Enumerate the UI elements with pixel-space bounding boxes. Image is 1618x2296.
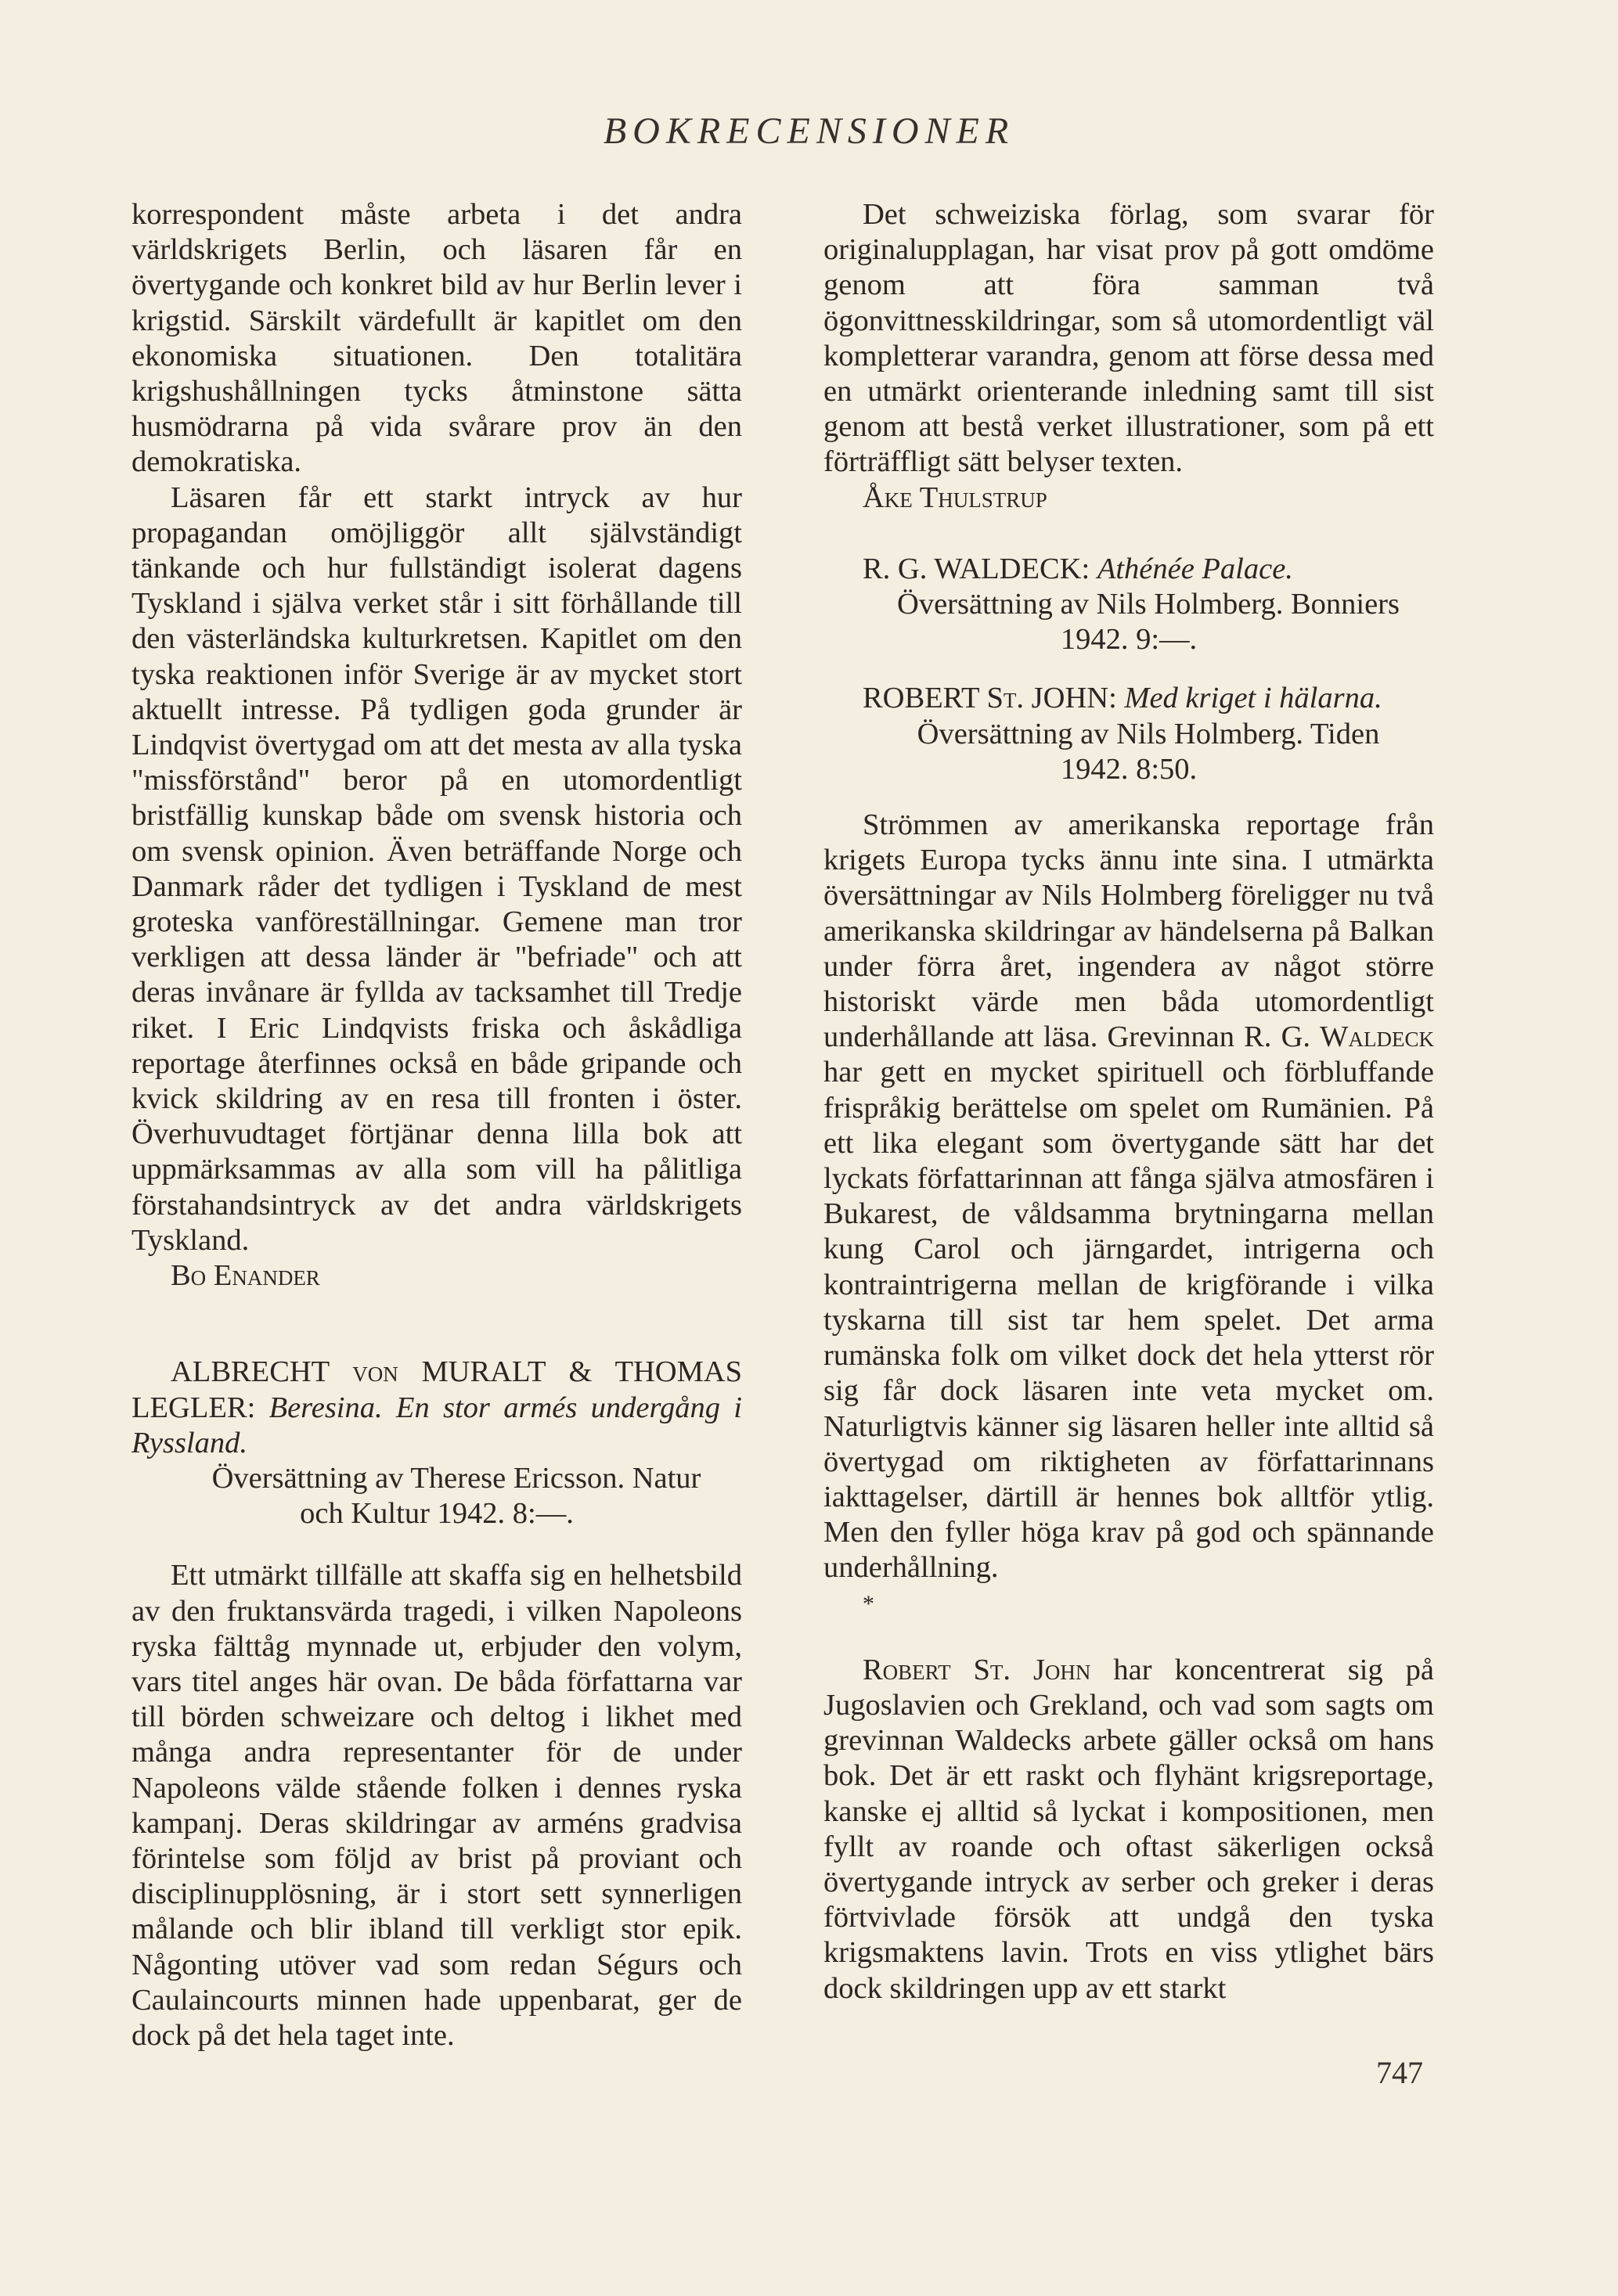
entry-author: ROBERT <box>863 682 979 715</box>
entry-details: Översättning av Therese Ericsson. Natur och Kultur 1942. 8:—. <box>211 1461 701 1531</box>
right-paragraph-2 <box>823 808 1434 1585</box>
reviewer-signature-1: Bo Enander <box>171 1259 320 1293</box>
spacer <box>132 1294 742 1355</box>
entry-author-middle: St. <box>986 682 1025 715</box>
entry-details: Översättning av Nils Holmberg. Tiden 1942. 8:50. <box>917 717 1380 786</box>
paragraph-text: har koncentrerat sig på Jugoslavien och Grekland, och vad som sagts om grevinnan Waldecks arbete gäller också om hans bok. Det är ett raskt och flyhänt krigsreportage, kanske ej alltid så lyckat i kompositionen, men fyllt av roande och oftast säkerligen också övertygande intryck av serber och greker i deras förtvivlade försök att undgå den tyska krigsmaktens lavin. Trots en viss ytlighet bärs dock skildringen upp av ett starkt <box>823 1653 1434 2005</box>
left-paragraph-3: Ett utmärkt tillfälle att skaffa sig en helhetsbild av den fruktansvärda tragedi, i vilken Napoleons ryska fälttåg mynnade ut, erbjuder den volym, vars titel anges här ovan. De båda författarna var till börden schweizare och deltog i likhet med många andra representanter för de under Napoleons välde stående folken i dennes ryska kampanj. Deras skildringar av arméns gradvisa förintelse som följd av brist på proviant och disciplinupplösning, är i stort sett synnerligen målande och blir ibland till verkligt stor epik. Någonting utöver vad som redan Ségurs och Caulaincourts minnen hade uppenbarat, ger de dock på det hela taget inte. <box>132 1559 742 2052</box>
book-entry-athenee-palace <box>823 552 1434 658</box>
entry-author-1: ALBRECHT <box>171 1355 330 1389</box>
running-header: BOKRECENSIONER <box>603 110 1015 152</box>
entry-details: Översättning av Nils Holmberg. Bonniers 1942. 9:—. <box>897 588 1400 657</box>
author-name: Waldeck <box>1320 1020 1434 1054</box>
spacer <box>823 657 1434 681</box>
entry-title: Athénée Palace. <box>1097 552 1293 585</box>
entry-separator: : <box>1108 682 1117 715</box>
spacer <box>823 787 1434 808</box>
left-paragraph-2: Läsaren får ett starkt intryck av hur propagandan omöjliggör allt självständigt tänkande och hur fullständigt isolerat dagens Tyskland i själva verket står i sitt förhållande till den västerländska kulturkretsen. Kapitlet om den tyska reaktionen inför Sverige är av mycket stort aktuellt intresse. På tydligen goda grunder är Lindqvist övertygad om att det mesta av alla tyska "missförstånd" beror på en utomordentligt bristfällig kunskap både om svensk historia och om svensk opinion. Även beträffande Norge och Danmark råder det tydligen i Tyskland de mest groteska vanföreställningar. Gemene man tror verkligen att dessa länder är "befriade" och att deras invånare är fyllda av tacksamhet till Tredje riket. I Eric Lindqvists friska och åskådliga reportage återfinnes också en både gripande och kvick skildring av en resa till fronten i öster. Överhuvudtaget förtjänar denna lilla bok att uppmärksammas av alla som vill ha pålitliga förstahandsintryck av det andra världskrigets Tyskland. <box>132 480 742 1257</box>
reviewer-signature-2: Åke Thulstrup <box>863 480 1047 514</box>
book-entry-beresina <box>132 1355 742 1531</box>
right-column <box>823 197 1434 2006</box>
entry-title: Beresina. En stor armés undergång i Ryssland. <box>132 1391 743 1459</box>
right-paragraph-1: Det schweiziska förlag, som svarar för originalupplagan, har visat prov på gott omdöme genom att föra samman två ögonvittnesskildringar, som så utomordentligt väl kompletterar varandra, genom att förse dessa med en utmärkt orienterande inledning samt till sist genom att bestå verket illustrationer, som på ett förträffligt sätt belyser texten. <box>823 198 1434 479</box>
entry-author: R. G. WALDECK <box>863 552 1082 585</box>
left-paragraph-1: korrespondent måste arbeta i det andra världskrigets Berlin, och läsaren får en övertygande och konkret bild av hur Berlin lever i krigstid. Särskilt värdefullt är kapitlet om den ekonomiska situationen. Den totalitära krigshushållningen tycks åtminstone sätta husmödrarna på vida svårare prov än den demokratiska. <box>132 198 742 479</box>
page-number: 747 <box>1376 2055 1423 2090</box>
entry-particle: von <box>352 1355 398 1389</box>
entry-separator: : <box>247 1391 256 1424</box>
entry-author-last: JOHN <box>1031 682 1109 715</box>
left-column <box>132 197 742 2053</box>
paragraph-text: Strömmen av amerikanska reportage från krigets Europa tycks ännu inte sina. I utmärkta översättningar av Nils Holmberg föreligger nu två amerikanska skildringar av händelserna på Balkan under förra året, ingendera av något större historiskt värde men båda utomordentligt underhållande att läsa. Grevinnan R. G. <box>823 808 1434 1054</box>
author-name: Robert St. John <box>863 1653 1091 1686</box>
entry-title: Med kriget i hälarna. <box>1124 682 1382 715</box>
paragraph-text: har gett en mycket spirituell och förbluffande frispråkig berättelse om spelet om Rumänien. På ett lika elegant som övertygande sätt har det lyckats författarinnan att fånga själva atmosfären i Bukarest, de våldsamma brytningarna mellan kung Carol och järngardet, intrigerna och kontraintrigerna mellan de krigförande i vilka tyskarna till sist tar hem spelet. Det arma rumänska folk om vilket dock det hela ytterst rör sig får dock läsaren inte veta mycket om. Naturligtvis känner sig läsaren heller inte alltid så övertygad om riktigheten av författarinnans iakttagelser, därtill är hennes bok alltför ytlig. Men den fyller höga krav på god och spännande underhållning. <box>823 1056 1434 1585</box>
entry-author-2: MURALT & THOMAS LEGLER <box>132 1355 743 1424</box>
spacer <box>823 516 1434 552</box>
right-paragraph-3 <box>823 1653 1434 2006</box>
section-separator-asterisk: * <box>863 1590 874 1617</box>
book-entry-med-kriget <box>823 681 1434 787</box>
entry-separator: : <box>1081 552 1090 585</box>
spacer <box>823 1621 1434 1653</box>
spacer <box>132 1531 742 1558</box>
